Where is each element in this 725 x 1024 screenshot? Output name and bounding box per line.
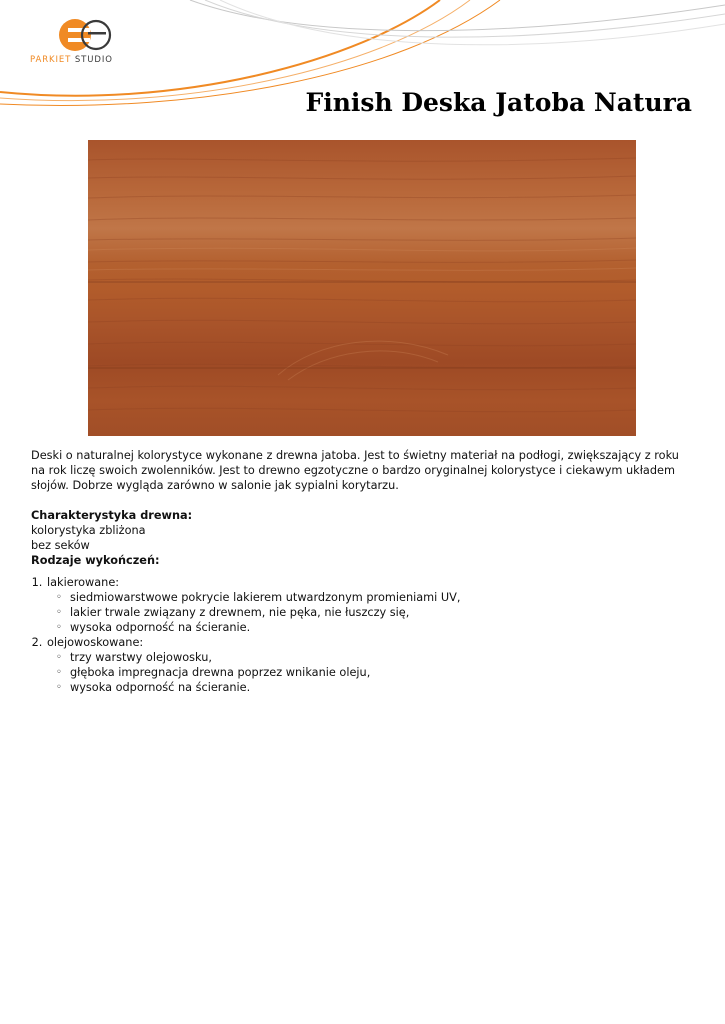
finish-item-label: lakierowane: [47, 576, 120, 589]
characteristics-heading: Charakterystyka drewna: [31, 509, 193, 522]
finish-subitem: ◦ siedmiowarstwowe pokrycie lakierem utwardzonym promieniami UV, [70, 590, 691, 605]
finish-subitem: ◦ głęboka impregnacja drewna poprzez wnikanie oleju, [70, 665, 691, 680]
finish-subitem: ◦ trzy warstwy olejowosku, [70, 650, 691, 665]
finish-subitem: ◦ wysoka odporność na ścieranie. [70, 680, 691, 695]
characteristics-line: kolorystyka zbliżona [31, 524, 146, 537]
wood-texture-image [88, 140, 636, 436]
brand-logo [30, 14, 150, 74]
brand-name-part1: PARKIET [30, 55, 72, 65]
finish-item [46, 635, 691, 695]
finish-item-label: olejowoskowane: [47, 636, 144, 649]
finish-subitem: ◦ wysoka odporność na ścieranie. [70, 620, 691, 635]
page-title: Finish Deska Jatoba Natura [305, 88, 692, 117]
characteristics-line: bez seków [31, 539, 90, 552]
logo-mark-icon [58, 16, 114, 54]
brand-name-part2: STUDIO [74, 55, 113, 65]
main-content [31, 448, 691, 695]
finish-subitem: ◦ lakier trwale związany z drewnem, nie pęka, nie łuszczy się, [70, 605, 691, 620]
finish-sublist [47, 590, 691, 635]
product-description: Deski o naturalnej kolorystyce wykonane z drewna jatoba. Jest to świetny materiał na podłogi, zwiększający z roku na rok liczę swoich zwolenników. Jest to drewno egzotyczne o bardzo oryginalnej kolorystyce i ciekawym układem słojów. Dobrze wygląda zarówno w salonie jak sypialni korytarzu. [31, 449, 679, 492]
brand-name [30, 55, 113, 65]
finishes-heading: Rodzaje wykończeń: [31, 554, 160, 567]
finishes-list [31, 575, 691, 695]
finish-item [46, 575, 691, 635]
finish-sublist [47, 650, 691, 695]
